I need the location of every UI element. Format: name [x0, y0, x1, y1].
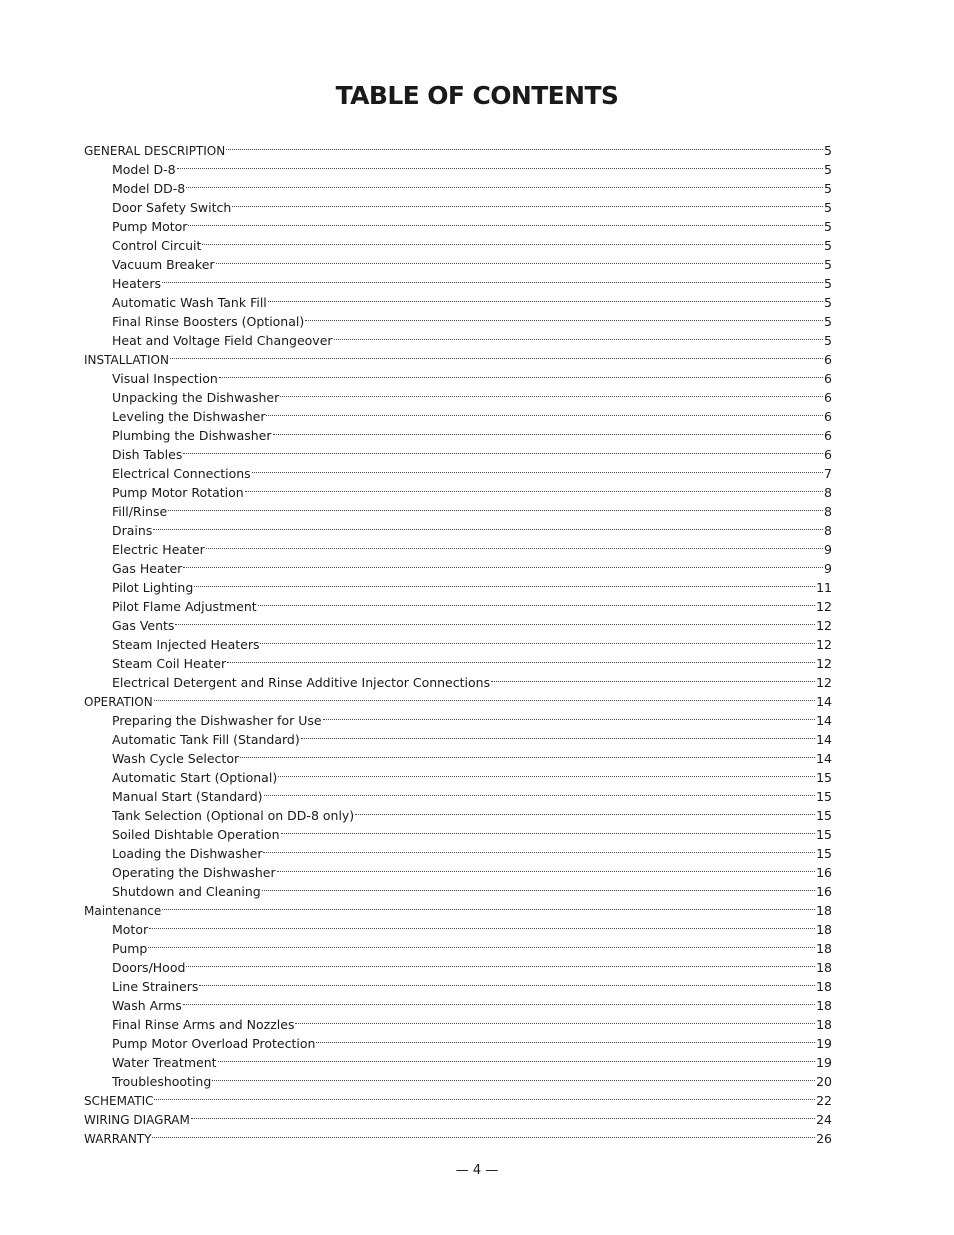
- dot-leader: [258, 592, 815, 611]
- toc-entry-page: 19: [816, 1036, 832, 1051]
- toc-entry-page: 12: [816, 656, 832, 671]
- toc-section-entry[interactable]: [84, 896, 832, 918]
- toc-entry-label: Shutdown and Cleaning: [112, 884, 261, 899]
- dot-leader: [152, 1124, 815, 1143]
- toc-entry-label: Loading the Dishwasher: [112, 846, 263, 861]
- dot-leader: [301, 725, 815, 744]
- dot-leader: [355, 801, 815, 820]
- toc-entry-label: Automatic Wash Tank Fill: [112, 295, 267, 310]
- toc-entry-page: 5: [824, 181, 832, 196]
- toc-entry-label: Heaters: [112, 276, 161, 291]
- toc-entry-label: Electrical Connections: [112, 466, 251, 481]
- dot-leader: [295, 1010, 815, 1029]
- toc-entry-page: 15: [816, 770, 832, 785]
- toc-entry-label: Automatic Tank Fill (Standard): [112, 732, 300, 747]
- toc-entry-label: Wash Arms: [112, 998, 182, 1013]
- toc-entry-label: Vacuum Breaker: [112, 257, 215, 272]
- dot-leader: [281, 820, 816, 839]
- dot-leader: [280, 383, 823, 402]
- dot-leader: [266, 402, 823, 421]
- toc-entry-label: Fill/Rinse: [112, 504, 168, 519]
- dot-leader: [212, 1067, 815, 1086]
- toc-subsection-entry[interactable]: [84, 364, 832, 386]
- dot-leader: [148, 934, 815, 953]
- dot-leader: [177, 155, 823, 174]
- dot-leader: [219, 364, 823, 383]
- toc-subsection-entry[interactable]: [84, 269, 832, 291]
- toc-entry-page: 22: [816, 1093, 832, 1108]
- toc-entry-label: Manual Start (Standard): [112, 789, 263, 804]
- toc-subsection-entry[interactable]: [84, 592, 832, 614]
- dot-leader: [191, 1105, 815, 1124]
- toc-entry-label: Plumbing the Dishwasher: [112, 428, 272, 443]
- toc-entry-page: 5: [824, 276, 832, 291]
- toc-entry-page: 6: [824, 371, 832, 386]
- toc-entry-label: GENERAL DESCRIPTION: [84, 144, 226, 158]
- toc-entry-page: 18: [816, 960, 832, 975]
- dot-leader: [264, 782, 816, 801]
- toc-subsection-entry[interactable]: [84, 972, 832, 994]
- page-title: TABLE OF CONTENTS: [335, 81, 619, 110]
- dot-leader: [149, 915, 815, 934]
- dot-leader: [316, 1029, 815, 1048]
- toc-entry-page: 5: [824, 333, 832, 348]
- toc-subsection-entry[interactable]: [84, 193, 832, 215]
- toc-entry-page: 5: [824, 162, 832, 177]
- toc-entry-page: 8: [824, 504, 832, 519]
- toc-entry-page: 5: [824, 257, 832, 272]
- toc-section-entry[interactable]: [84, 687, 832, 709]
- toc-entry-page: 14: [816, 713, 832, 728]
- toc-entry-label: Steam Injected Heaters: [112, 637, 260, 652]
- dot-leader: [153, 516, 823, 535]
- toc-entry-page: 5: [824, 295, 832, 310]
- toc-subsection-entry[interactable]: [84, 554, 832, 576]
- toc-entry-label: Soiled Dishtable Operation: [112, 827, 280, 842]
- toc-entry-label: Drains: [112, 523, 153, 538]
- toc-entry-label: Electric Heater: [112, 542, 205, 557]
- dot-leader: [245, 478, 823, 497]
- dot-leader: [175, 611, 815, 630]
- toc-entry-page: 18: [816, 1017, 832, 1032]
- dot-leader: [183, 991, 815, 1010]
- toc-entry-label: Visual Inspection: [112, 371, 218, 386]
- dot-leader: [334, 326, 824, 345]
- toc-entry-page: 11: [816, 580, 832, 595]
- toc-entry-page: 16: [816, 865, 832, 880]
- dot-leader: [194, 573, 815, 592]
- toc-entry-page: 19: [816, 1055, 832, 1070]
- toc-entry-label: Final Rinse Arms and Nozzles: [112, 1017, 295, 1032]
- toc-entry-label: OPERATION: [84, 695, 153, 709]
- dot-leader: [268, 288, 823, 307]
- toc-entry-label: Pump Motor: [112, 219, 188, 234]
- toc-entry-label: Pump Motor Rotation: [112, 485, 244, 500]
- dot-leader: [277, 858, 815, 877]
- toc-entry-page: 8: [824, 523, 832, 538]
- dot-leader: [168, 497, 823, 516]
- toc-entry-page: 12: [816, 675, 832, 690]
- toc-subsection-entry[interactable]: [84, 1010, 832, 1032]
- toc-entry-label: Pilot Flame Adjustment: [112, 599, 257, 614]
- toc-entry-label: Preparing the Dishwasher for Use: [112, 713, 322, 728]
- dot-leader: [273, 421, 824, 440]
- toc-entry-page: 5: [824, 219, 832, 234]
- toc-entry-page: 6: [824, 428, 832, 443]
- toc-entry-page: 14: [816, 694, 832, 709]
- table-of-contents: [84, 136, 832, 1146]
- toc-subsection-entry[interactable]: [84, 915, 832, 937]
- toc-entry-label: Operating the Dishwasher: [112, 865, 276, 880]
- toc-entry-label: Leveling the Dishwasher: [112, 409, 266, 424]
- toc-subsection-entry[interactable]: [84, 212, 832, 234]
- toc-section-entry[interactable]: [84, 1105, 832, 1127]
- dot-leader: [202, 231, 823, 250]
- dot-leader: [232, 193, 823, 212]
- toc-entry-label: Heat and Voltage Field Changeover: [112, 333, 333, 348]
- page-number: — 4 —: [455, 1163, 499, 1178]
- dot-leader: [186, 174, 823, 193]
- toc-entry-page: 9: [824, 542, 832, 557]
- toc-entry-label: Troubleshooting: [112, 1074, 212, 1089]
- dot-leader: [218, 1048, 816, 1067]
- toc-entry-label: Line Strainers: [112, 979, 199, 994]
- toc-entry-page: 5: [824, 200, 832, 215]
- toc-entry-page: 15: [816, 846, 832, 861]
- toc-subsection-entry[interactable]: [84, 953, 832, 975]
- dot-leader: [154, 1086, 815, 1105]
- toc-entry-label: SCHEMATIC: [84, 1094, 154, 1108]
- dot-leader: [305, 307, 823, 326]
- dot-leader: [226, 136, 823, 155]
- toc-subsection-entry[interactable]: [84, 155, 832, 177]
- toc-section-entry[interactable]: [84, 345, 832, 367]
- dot-leader: [186, 953, 815, 972]
- dot-leader: [278, 763, 815, 782]
- toc-entry-label: Control Circuit: [112, 238, 202, 253]
- dot-leader: [227, 649, 815, 668]
- toc-subsection-entry[interactable]: [84, 459, 832, 481]
- dot-leader: [206, 535, 823, 554]
- toc-entry-label: Steam Coil Heater: [112, 656, 227, 671]
- toc-entry-label: Tank Selection (Optional on DD-8 only): [112, 808, 355, 823]
- toc-entry-label: Unpacking the Dishwasher: [112, 390, 280, 405]
- toc-entry-page: 12: [816, 599, 832, 614]
- toc-subsection-entry[interactable]: [84, 611, 832, 633]
- toc-entry-page: 18: [816, 922, 832, 937]
- toc-entry-label: Model DD-8: [112, 181, 186, 196]
- toc-entry-page: 12: [816, 618, 832, 633]
- toc-subsection-entry[interactable]: [84, 991, 832, 1013]
- toc-entry-label: WIRING DIAGRAM: [84, 1113, 190, 1127]
- dot-leader: [154, 687, 815, 706]
- toc-entry-page: 18: [816, 941, 832, 956]
- dot-leader: [183, 554, 823, 573]
- dot-leader: [263, 839, 815, 858]
- toc-entry-page: 5: [824, 238, 832, 253]
- toc-subsection-entry[interactable]: [84, 630, 832, 652]
- toc-entry-label: Dish Tables: [112, 447, 183, 462]
- dot-leader: [240, 744, 815, 763]
- dot-leader: [162, 269, 823, 288]
- toc-entry-label: Door Safety Switch: [112, 200, 232, 215]
- toc-entry-page: 8: [824, 485, 832, 500]
- toc-entry-label: Gas Vents: [112, 618, 175, 633]
- toc-entry-page: 6: [824, 447, 832, 462]
- toc-entry-page: 20: [816, 1074, 832, 1089]
- toc-entry-label: Electrical Detergent and Rinse Additive Injector Connections: [112, 675, 491, 690]
- toc-subsection-entry[interactable]: [84, 288, 832, 310]
- toc-section-entry[interactable]: [84, 1086, 832, 1108]
- toc-entry-label: Wash Cycle Selector: [112, 751, 240, 766]
- toc-entry-label: Doors/Hood: [112, 960, 186, 975]
- toc-entry-label: INSTALLATION: [84, 353, 169, 367]
- dot-leader: [260, 630, 815, 649]
- dot-leader: [183, 440, 823, 459]
- dot-leader: [323, 706, 816, 725]
- dot-leader: [216, 250, 824, 269]
- toc-entry-page: 6: [824, 352, 832, 367]
- toc-entry-page: 15: [816, 808, 832, 823]
- toc-entry-page: 6: [824, 390, 832, 405]
- toc-entry-page: 18: [816, 903, 832, 918]
- toc-entry-label: Pilot Lighting: [112, 580, 194, 595]
- toc-entry-page: 14: [816, 732, 832, 747]
- toc-entry-page: 14: [816, 751, 832, 766]
- toc-entry-label: WARRANTY: [84, 1132, 152, 1146]
- toc-entry-label: Water Treatment: [112, 1055, 217, 1070]
- toc-subsection-entry[interactable]: [84, 516, 832, 538]
- toc-entry-page: 15: [816, 827, 832, 842]
- toc-entry-label: Gas Heater: [112, 561, 183, 576]
- toc-section-entry[interactable]: [84, 136, 832, 158]
- toc-entry-page: 6: [824, 409, 832, 424]
- toc-subsection-entry[interactable]: [84, 497, 832, 519]
- toc-entry-label: Motor: [112, 922, 149, 937]
- dot-leader: [252, 459, 823, 478]
- toc-entry-page: 15: [816, 789, 832, 804]
- toc-subsection-entry[interactable]: [84, 573, 832, 595]
- dot-leader: [491, 668, 815, 687]
- toc-entry-page: 18: [816, 998, 832, 1013]
- toc-entry-page: 7: [824, 466, 832, 481]
- toc-entry-page: 26: [816, 1131, 832, 1146]
- toc-entry-label: Maintenance: [84, 904, 162, 918]
- toc-subsection-entry[interactable]: [84, 706, 832, 728]
- dot-leader: [199, 972, 815, 991]
- toc-entry-label: Final Rinse Boosters (Optional): [112, 314, 305, 329]
- toc-entry-label: Pump: [112, 941, 148, 956]
- toc-entry-page: 18: [816, 979, 832, 994]
- toc-entry-label: Pump Motor Overload Protection: [112, 1036, 316, 1051]
- toc-entry-page: 12: [816, 637, 832, 652]
- toc-entry-page: 5: [824, 314, 832, 329]
- toc-subsection-entry[interactable]: [84, 440, 832, 462]
- toc-entry-page: 24: [816, 1112, 832, 1127]
- toc-entry-page: 5: [824, 143, 832, 158]
- toc-section-entry[interactable]: [84, 1124, 832, 1146]
- toc-entry-label: Automatic Start (Optional): [112, 770, 278, 785]
- toc-entry-label: Model D-8: [112, 162, 176, 177]
- dot-leader: [170, 345, 823, 364]
- toc-entry-page: 9: [824, 561, 832, 576]
- toc-subsection-entry[interactable]: [84, 174, 832, 196]
- toc-subsection-entry[interactable]: [84, 934, 832, 956]
- toc-entry-page: 16: [816, 884, 832, 899]
- dot-leader: [162, 896, 815, 915]
- toc-subsection-entry[interactable]: [84, 231, 832, 253]
- dot-leader: [262, 877, 815, 896]
- dot-leader: [188, 212, 823, 231]
- toc-subsection-entry[interactable]: [84, 535, 832, 557]
